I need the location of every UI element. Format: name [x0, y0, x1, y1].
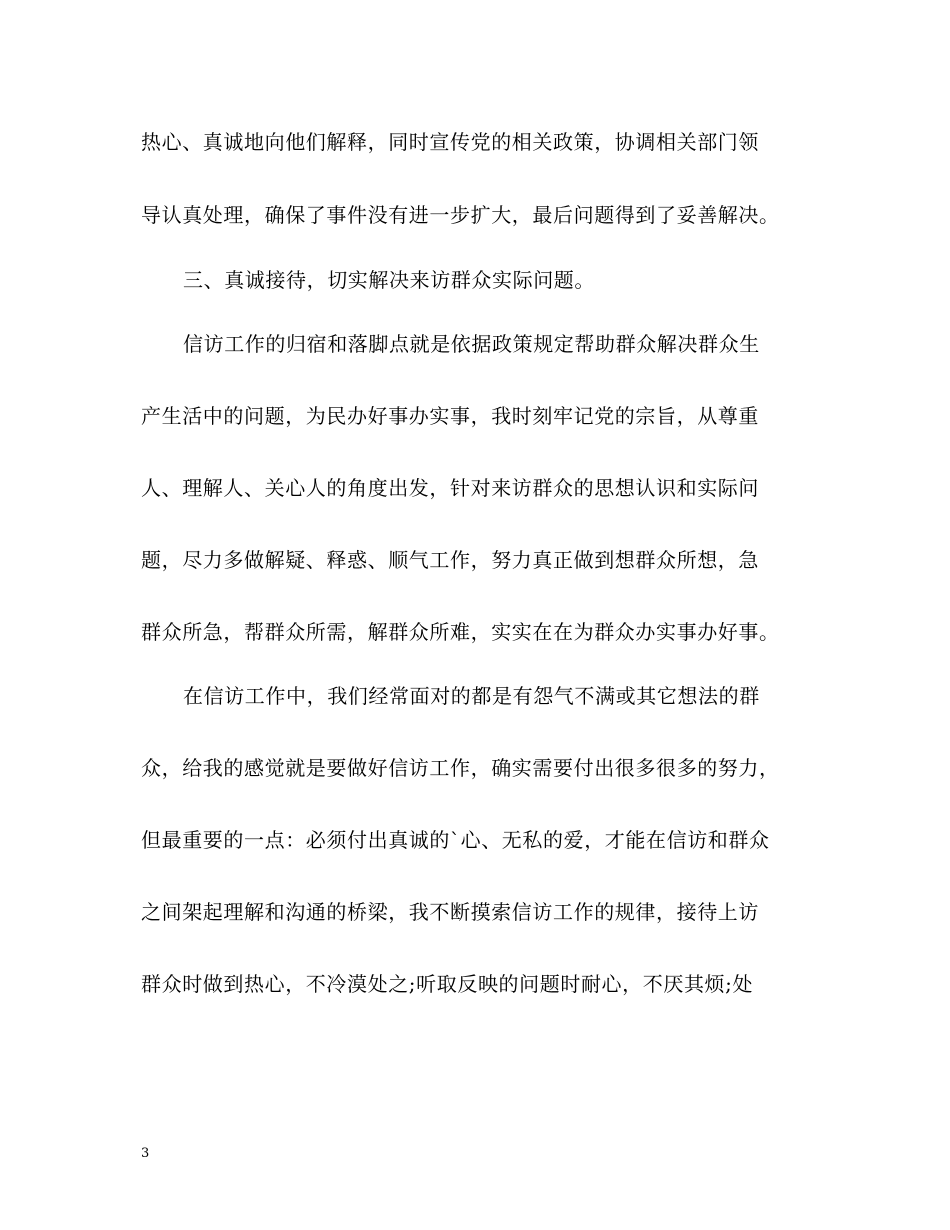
text-line: 群众所急，帮群众所需，解群众所难，实实在在为群众办实事办好事。 — [141, 620, 780, 644]
text-line: 产生活中的问题，为民办好事办实事，我时刻牢记党的宗旨，从尊重 — [141, 404, 759, 428]
text-line: 导认真处理，确保了事件没有进一步扩大，最后问题得到了妥善解决。 — [141, 203, 780, 227]
text-line: 人、理解人、关心人的角度出发，针对来访群众的思想认识和实际问 — [141, 476, 759, 500]
text-line: 但最重要的一点：必须付出真诚的`心、无私的爱，才能在信访和群众 — [141, 828, 770, 852]
text-line: 之间架起理解和沟通的桥梁，我不断摸索信访工作的规律，接待上访 — [141, 900, 759, 924]
text-line: 题，尽力多做解疑、释惑、顺气工作，努力真正做到想群众所想，急 — [141, 548, 759, 572]
text-line: 群众时做到热心，不冷漠处之;听取反映的问题时耐心，不厌其烦;处 — [141, 972, 754, 996]
text-line: 信访工作的归宿和落脚点就是依据政策规定帮助群众解决群众生 — [183, 332, 760, 356]
text-line: 在信访工作中，我们经常面对的都是有怨气不满或其它想法的群 — [183, 684, 760, 708]
text-line: 众，给我的感觉就是要做好信访工作，确实需要付出很多很多的努力， — [141, 756, 780, 780]
page-number: 3 — [141, 1146, 150, 1161]
section-heading: 三、真诚接待，切实解决来访群众实际问题。 — [183, 268, 595, 292]
text-line: 热心、真诚地向他们解释，同时宣传党的相关政策，协调相关部门领 — [141, 130, 759, 154]
